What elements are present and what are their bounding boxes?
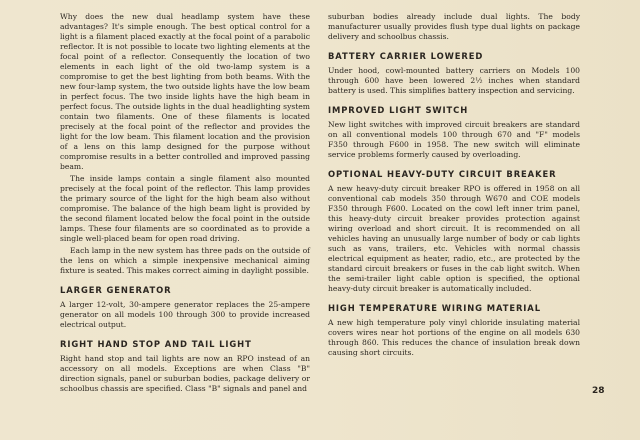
- intro-paragraph-3: Each lamp in the new system has three pads on the outside of the lens on which a simple inexpensive mechanical aiming fixture is seated. This makes correct aiming in daylight possible.: [60, 246, 310, 275]
- wiring-material-body: A new high temperature poly vinyl chloride insulating material covers wires near hot portions of the engine on all models 630 through 860. This reduces the chance of insulation break down causing short circuits.: [328, 318, 580, 357]
- continuation-paragraph: suburban bodies already include dual lights. The body manufacturer usually provides flush type dual lights on package delivery and schoolbus chassis.: [328, 12, 580, 41]
- battery-carrier-heading: BATTERY CARRIER LOWERED: [328, 51, 484, 61]
- page-number: 28: [592, 386, 605, 396]
- intro-paragraph-1: Why does the new dual headlamp system have these advantages? It's simple enough. The best optical control for a light is a filament placed exactly at the focal point of a parabolic reflector. It is not possible to locate two lighting elements at the focal point of a reflector. Consequently the location of two elements in each light of the old two-lamp system is a compromise to get the best lighting from both beams. With the new four-lamp system, the two outside lights have the low beam in perfect focus. The two inside lights have the high beam in perfect focus. The outside lights in the dual headlighting system contain two filaments. One of these filaments is located precisely at the focal point of the reflector and provides the light for the low beam. This filament location and the provision of a lens on this lamp designed for the purpose without compromise results in a better controlled and improved passing beam.: [60, 12, 310, 171]
- wiring-material-heading: HIGH TEMPERATURE WIRING MATERIAL: [328, 303, 541, 313]
- circuit-breaker-body: A new heavy-duty circuit breaker RPO is offered in 1958 on all conventional cab models 350 through W670 and COE models F350 through F600. Located on the cowl left inner trim panel, this heavy-duty circuit breaker provides protection against wiring overload and short circuit. It is recommended on all vehicles having an unusually large number of body or cab lights such as vans, trailers, etc. Vehicles with normal chassis electrical equipment as heater, radio, etc., are protected by the standard circuit breakers or fuses in the cab light switch. When the semi-trailer light cable option is specified, the optional heavy-duty circuit breaker is automatically included.: [328, 184, 580, 293]
- stop-tail-light-body: Right hand stop and tail lights are now an RPO instead of an accessory on all models. Exceptions are when Class "B" direction signals, panel or suburban bodies, package delivery or schoolbus chassis are specified. Class "B" signals and panel and: [60, 354, 310, 393]
- larger-generator-heading: LARGER GENERATOR: [60, 285, 172, 295]
- battery-carrier-body: Under hood, cowl-mounted battery carriers on Models 100 through 600 have been lowered 2½ inches when standard battery is used. This simplifies battery inspection and servicing.: [328, 66, 580, 95]
- larger-generator-body: A larger 12-volt, 30-ampere generator replaces the 25-ampere generator on all models 100 through 300 to provide increased electrical output.: [60, 300, 310, 329]
- light-switch-heading: IMPROVED LIGHT SWITCH: [328, 105, 469, 115]
- left-column: [60, 12, 310, 394]
- intro-paragraph-2: The inside lamps contain a single filament also mounted precisely at the focal point of the reflector. This lamp provides the primary source of the light for the high beam also without compromise. The balance of the high beam light is provided by the second filament located below the focal point in the outside lamps. These four filaments are so coordinated as to provide a single well-placed beam for open road driving.: [60, 174, 310, 243]
- stop-tail-light-heading: RIGHT HAND STOP AND TAIL LIGHT: [60, 339, 252, 349]
- circuit-breaker-heading: OPTIONAL HEAVY-DUTY CIRCUIT BREAKER: [328, 169, 557, 179]
- light-switch-body: New light switches with improved circuit breakers are standard on all conventional models 100 through 670 and "F" models F350 through F600 in 1958. The new switch will eliminate service problems formerly caused by overloading.: [328, 120, 580, 159]
- right-column: [328, 12, 580, 358]
